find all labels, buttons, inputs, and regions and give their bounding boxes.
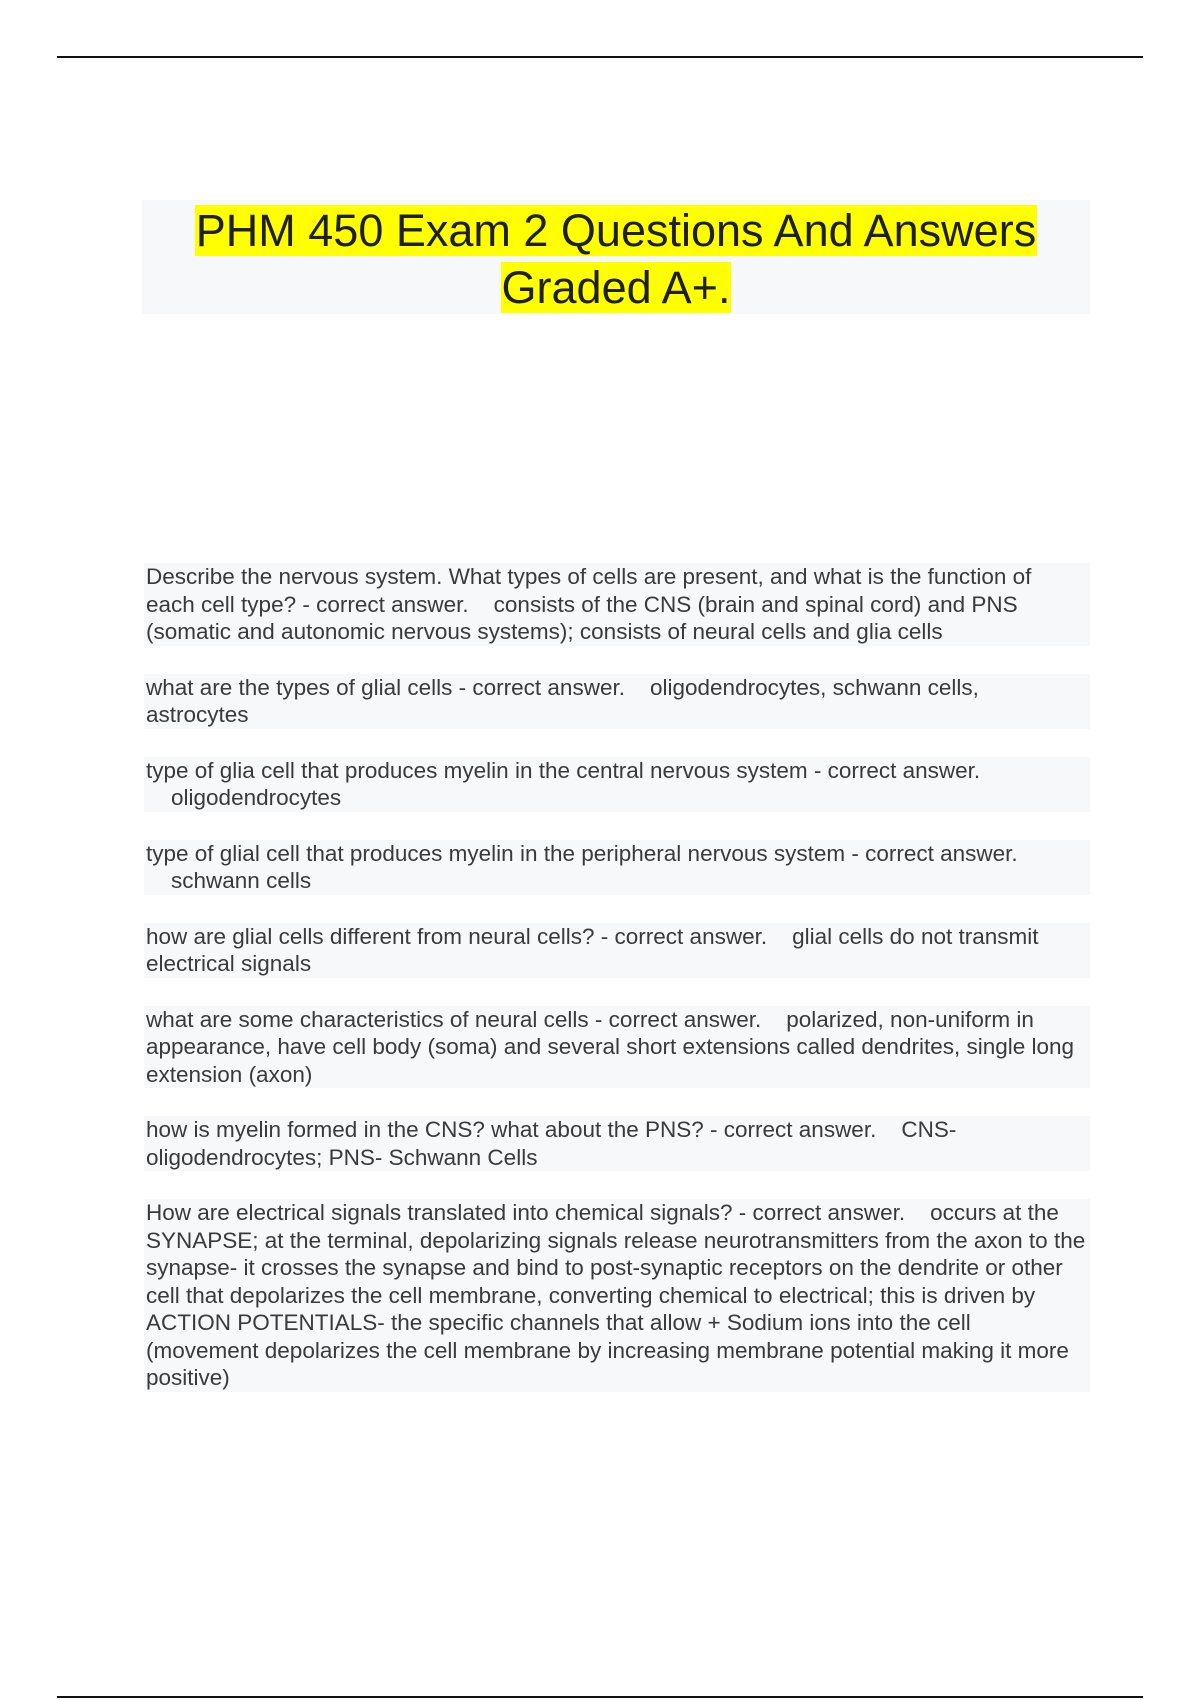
answer-text: oligodendrocytes	[171, 785, 342, 810]
qa-item	[144, 1199, 1090, 1392]
title-text-2: Graded A+.	[501, 262, 731, 313]
qa-item	[144, 757, 1090, 812]
top-rule	[57, 56, 1143, 58]
answer-text: consists of the CNS (brain and spinal cord) and PNS (somatic and autonomic nervous systems); consists of neural cells and glia cells	[146, 591, 1018, 644]
qa-item	[144, 1006, 1090, 1089]
question-text: what are the types of glial cells - correct answer.	[146, 674, 625, 700]
title-line-1	[142, 202, 1090, 259]
qa-item	[144, 1116, 1090, 1171]
question-text: type of glial cell that produces myelin in the peripheral nervous system - correct answer.	[146, 840, 1018, 866]
question-text: type of glia cell that produces myelin in the central nervous system - correct answer.	[146, 757, 981, 783]
answer-text: CNS-oligodendrocytes; PNS- Schwann Cells	[146, 1117, 957, 1170]
answer-text: occurs at the SYNAPSE; at the terminal, depolarizing signals release neurotransmitters from the axon to the synapse- it crosses the synapse and bind to post-synaptic receptors on the dendrite or other cell that depolarizes the cell membrane, converting chemical to electrical; this is driven by ACTION POTENTIALS- the specific channels that allow + Sodium ions into the cell (movement depolarizes the cell membrane by increasing membrane potential making it more positive)	[146, 1200, 1086, 1390]
answer-text: glial cells do not transmit electrical signals	[146, 923, 1039, 976]
question-text: how is myelin formed in the CNS? what about the PNS? - correct answer.	[146, 1117, 877, 1142]
answer-text: oligodendrocytes, schwann cells, astrocytes	[146, 674, 979, 727]
answer-text: polarized, non-uniform in appearance, have cell body (soma) and several short extensions called dendrites, single long extension (axon)	[146, 1006, 1075, 1087]
title-line-2	[142, 259, 1090, 316]
question-text: How are electrical signals translated into chemical signals? - correct answer.	[146, 1200, 906, 1225]
question-text: what are some characteristics of neural cells - correct answer.	[146, 1006, 762, 1032]
question-text: how are glial cells different from neural cells? - correct answer.	[146, 923, 768, 949]
bottom-rule	[57, 1696, 1143, 1698]
answer-text: schwann cells	[171, 868, 312, 893]
qa-list	[144, 563, 1090, 1420]
qa-item	[144, 840, 1090, 895]
title-text-1: PHM 450 Exam 2 Questions And Answers	[195, 205, 1037, 256]
qa-item	[144, 923, 1090, 978]
qa-item	[144, 674, 1090, 729]
question-text: Describe the nervous system. What types of cells are present, and what is the function of each cell type? - correct answer.	[146, 564, 1032, 617]
qa-item	[144, 563, 1090, 646]
title-block	[142, 200, 1090, 314]
